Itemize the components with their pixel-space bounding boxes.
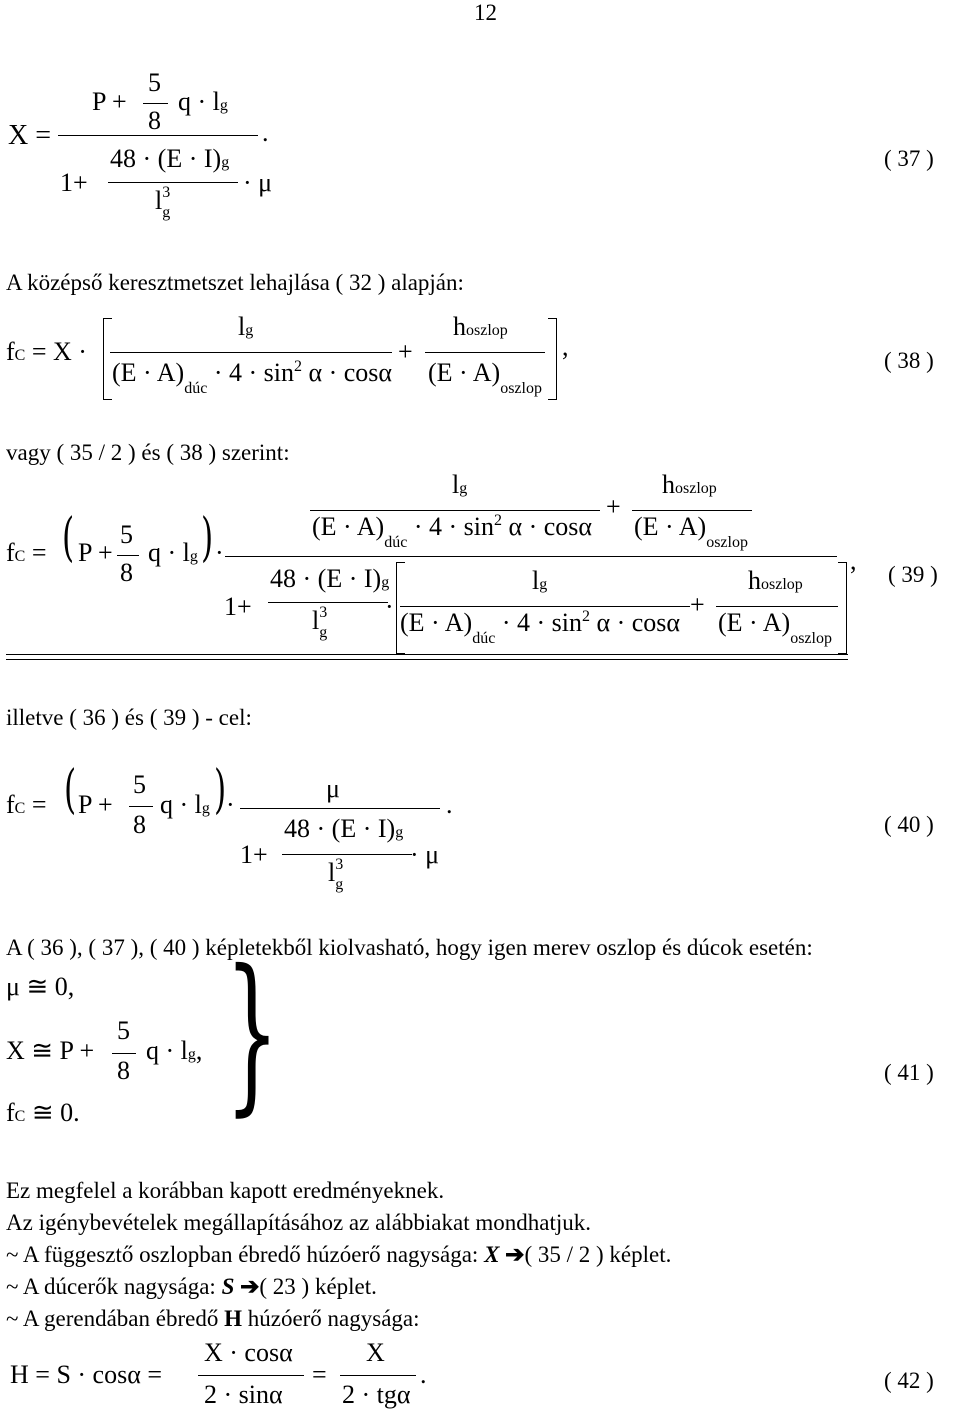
paragraph-4: A ( 36 ), ( 37 ), ( 40 ) képletekből kiolvasható, hogy igen merev oszlop és dúcok esetén: xyxy=(6,935,813,960)
eq39-n1-num: lg xyxy=(452,470,468,499)
eq37-number: ( 37 ) xyxy=(884,146,934,171)
eq39-d-lg3: $l^3_g$ xyxy=(312,604,328,641)
eq39-left-paren: ( xyxy=(62,508,75,568)
eq41-right-brace: } xyxy=(225,934,280,1132)
eq39-underline-1 xyxy=(6,654,848,655)
eq42-period: . xyxy=(420,1360,427,1389)
eq40-P: P + xyxy=(78,790,113,819)
eq40-right-paren: ) xyxy=(214,760,227,820)
eq41-qlg: q · lg, xyxy=(146,1036,203,1065)
eq41-58-fracbar xyxy=(112,1053,136,1054)
eq42-lhs: H = S · cosα = xyxy=(10,1360,163,1389)
eq38-comma: , xyxy=(562,332,569,361)
eq40-8: 8 xyxy=(133,810,146,839)
eq41-number: ( 41 ) xyxy=(884,1060,934,1085)
eq39-d2-fracbar xyxy=(716,606,838,607)
eq40-number: ( 40 ) xyxy=(884,812,934,837)
p7-var: X xyxy=(484,1242,500,1267)
eq40-d-fracbar xyxy=(282,854,412,855)
eq38-number: ( 38 ) xyxy=(884,348,934,373)
eq38-t1-den: $(E \cdot A)_{dúc} \cdot 4 \cdot \sin^2 \alpha \cdot \cos\alpha$ xyxy=(112,358,393,397)
eq42-f2-fracbar xyxy=(340,1375,416,1376)
eq38-t1-fracbar xyxy=(110,352,392,353)
eq41-line1: μ ≅ 0, xyxy=(6,972,75,1001)
eq41-line2-X: X ≅ P + xyxy=(6,1036,95,1065)
eq38-t2-den: $(E \cdot A)_{oszlop}$ xyxy=(428,358,542,397)
eq39-d-dot: · xyxy=(385,592,394,621)
eq37-num-fracbar xyxy=(143,103,168,104)
eq39-d-one: 1+ xyxy=(224,592,252,621)
eq37-lhs: X = xyxy=(8,120,52,151)
eq37-den-mu: · μ xyxy=(243,168,273,197)
eq37-num-5: 5 xyxy=(148,68,161,97)
p9-var: H xyxy=(224,1306,242,1331)
eq39-d-fracbar xyxy=(268,602,388,603)
eq42-number: ( 42 ) xyxy=(884,1368,934,1393)
eq42-eq2: = xyxy=(312,1360,327,1389)
arrow-icon: ➔ xyxy=(240,1274,260,1299)
eq39-d2-num: hoszlop xyxy=(748,566,803,595)
eq38-t2-fracbar xyxy=(425,352,545,353)
eq40-d-mu: · μ xyxy=(410,840,440,869)
arrow-icon: ➔ xyxy=(505,1242,525,1267)
eq39-qlg: q · lg xyxy=(148,538,198,567)
eq37-den-num: 48 · (E · I)g xyxy=(110,144,230,173)
eq39-d-right-bracket xyxy=(838,562,847,654)
eq38-lhs: fC = X · xyxy=(6,337,87,366)
eq37-num-qlg: q · lg xyxy=(178,87,228,116)
paragraph-3: illetve ( 36 ) és ( 39 ) - cel: xyxy=(6,705,252,730)
eq38-right-bracket xyxy=(548,318,557,400)
eq37-num-8: 8 xyxy=(148,106,161,135)
eq39-dot: · xyxy=(215,538,224,567)
p8-pre: ~ A dúcerők nagysága: xyxy=(6,1274,222,1299)
eq39-58-fracbar xyxy=(117,555,139,556)
eq39-n1-den: $(E \cdot A)_{dúc} \cdot 4 \cdot \sin^2 \alpha \cdot \cos\alpha$ xyxy=(312,512,593,551)
eq39-n2-fracbar xyxy=(632,510,752,511)
eq39-P: P + xyxy=(78,538,113,567)
p7-pre: ~ A függesztő oszlopban ébredő húzóerő nagysága: xyxy=(6,1242,485,1267)
paragraph-2: vagy ( 35 / 2 ) és ( 38 ) szerint: xyxy=(6,440,290,465)
eq38-plus: + xyxy=(398,337,413,366)
eq37-num-P: P + xyxy=(92,87,127,116)
eq40-58-fracbar xyxy=(129,806,153,807)
eq40-d-lg3: $l^3_g$ xyxy=(328,856,344,893)
eq40-period: . xyxy=(446,790,453,819)
eq38-left-bracket xyxy=(103,318,112,400)
eq41-line3: fC ≅ 0. xyxy=(6,1098,80,1127)
eq38-t2-num: hoszlop xyxy=(453,312,508,341)
paragraph-5: Ez megfelel a korábban kapott eredményeknek. xyxy=(6,1178,445,1203)
paragraph-6: Az igénybevételek megállapításához az alábbiakat mondhatjuk. xyxy=(6,1210,591,1235)
eq37-den-fracbar xyxy=(108,182,238,183)
eq39-comma: , xyxy=(850,546,857,575)
eq39-underline-2 xyxy=(6,659,848,660)
eq37-den-one: 1+ xyxy=(60,168,88,197)
eq39-d2-den: $(E \cdot A)_{oszlop}$ xyxy=(718,608,832,647)
p8-var: S xyxy=(221,1274,235,1299)
p9-pre: ~ A gerendában ébredő xyxy=(6,1306,225,1331)
eq37-den-lg3: $l^3_g$ xyxy=(155,184,171,221)
eq40-lhs: fC = xyxy=(6,790,47,819)
eq37-main-fracbar xyxy=(58,135,258,136)
page-number: 12 xyxy=(474,0,497,25)
eq40-5: 5 xyxy=(133,770,146,799)
eq39-5: 5 xyxy=(120,520,133,549)
eq39-main-fracbar xyxy=(225,556,837,557)
eq40-d-one: 1+ xyxy=(240,840,268,869)
eq39-number: ( 39 ) xyxy=(888,562,938,587)
paragraph-7 xyxy=(6,1242,671,1268)
eq42-f1-fracbar xyxy=(198,1375,304,1376)
p7-post: ( 35 / 2 ) képlet. xyxy=(524,1242,672,1267)
eq39-d1-fracbar xyxy=(400,606,690,607)
paragraph-1: A középső keresztmetszet lehajlása ( 32 ) alapján: xyxy=(6,270,464,295)
eq40-dot: · xyxy=(226,790,235,819)
eq39-d-num: 48 · (E · I)g xyxy=(270,564,390,593)
eq42-f1-num: X · cosα xyxy=(204,1338,293,1367)
eq42-f2-den: 2 · tgα xyxy=(342,1380,411,1409)
p9-post: húzóerő nagysága: xyxy=(241,1306,420,1331)
eq42-f2-num: X xyxy=(366,1338,385,1367)
paragraph-9 xyxy=(6,1306,420,1332)
eq38-t1-num: lg xyxy=(238,312,254,341)
eq39-d1-den: $(E \cdot A)_{dúc} \cdot 4 \cdot \sin^2 \alpha \cdot \cos\alpha$ xyxy=(400,608,681,647)
eq40-qlg: q · lg xyxy=(160,790,210,819)
eq39-n-plus: + xyxy=(606,492,621,521)
eq39-n2-num: hoszlop xyxy=(662,470,717,499)
eq40-num-mu: μ xyxy=(326,774,340,803)
eq41-8: 8 xyxy=(117,1056,130,1085)
paragraph-8 xyxy=(6,1274,377,1300)
eq41-5: 5 xyxy=(117,1016,130,1045)
eq42-f1-den: 2 · sinα xyxy=(204,1380,283,1409)
eq40-left-paren: ( xyxy=(64,760,77,820)
eq39-n1-fracbar xyxy=(310,510,600,511)
eq39-d-plus: + xyxy=(690,590,705,619)
eq39-8: 8 xyxy=(120,558,133,587)
eq40-main-fracbar xyxy=(240,808,440,809)
eq39-d1-num: lg xyxy=(532,566,548,595)
eq40-d-num: 48 · (E · I)g xyxy=(284,814,404,843)
eq37-period: . xyxy=(262,118,269,147)
eq39-n2-den: $(E \cdot A)_{oszlop}$ xyxy=(634,512,748,551)
eq39-right-paren: ) xyxy=(201,508,214,568)
p8-post: ( 23 ) képlet. xyxy=(259,1274,377,1299)
eq39-lhs: fC = xyxy=(6,538,47,567)
